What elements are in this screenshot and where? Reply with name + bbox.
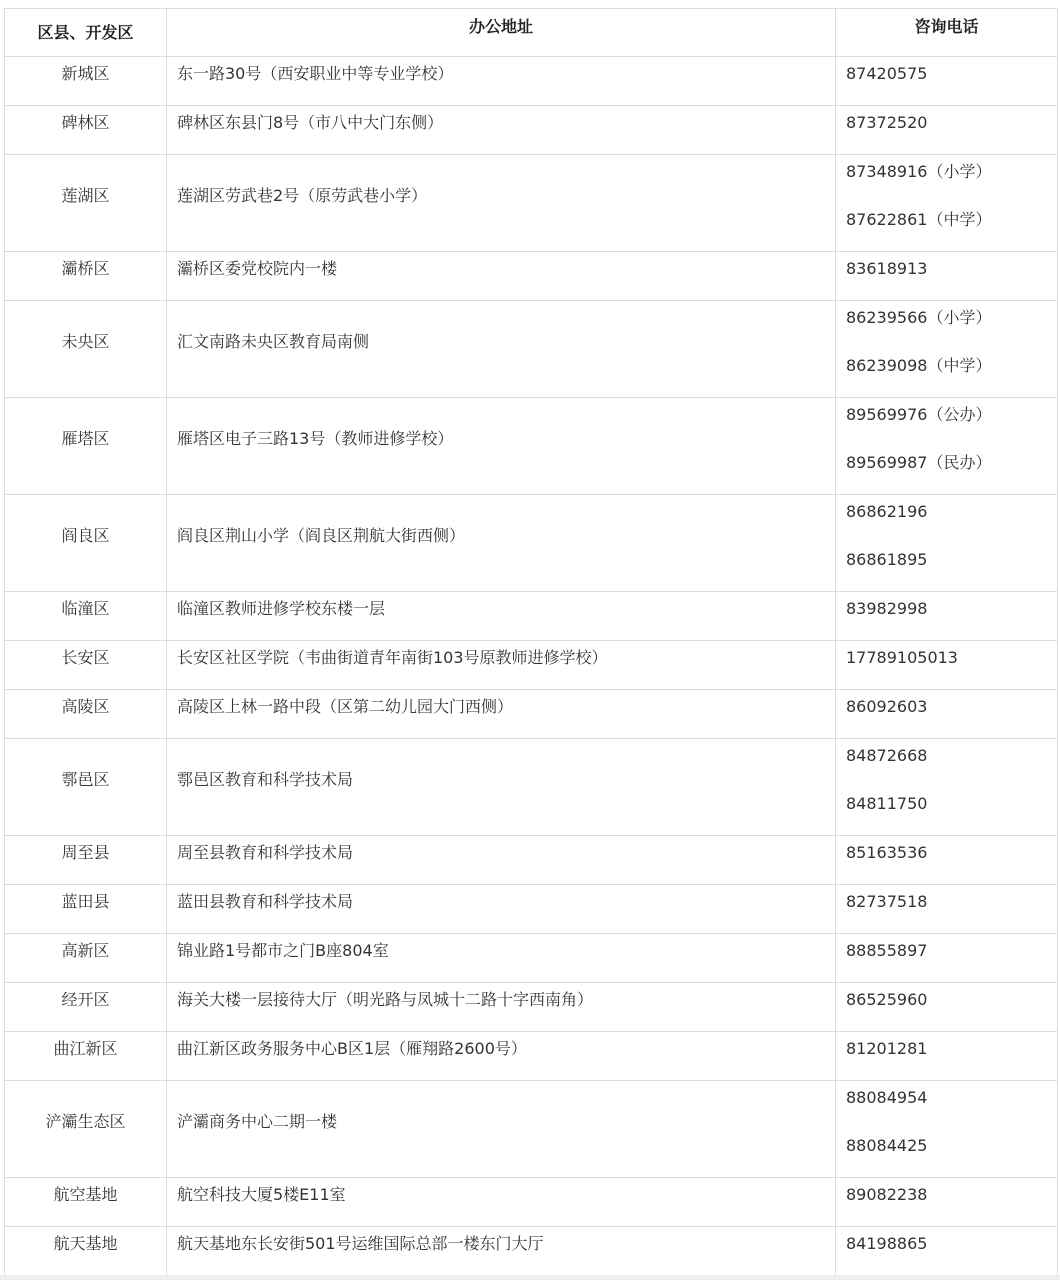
address-text: 长安区社区学院（韦曲街道青年南街103号原教师进修学校）	[177, 648, 608, 667]
district-cell	[5, 739, 167, 836]
phone-number: 86092603	[846, 697, 928, 716]
address-text: 曲江新区政务服务中心B区1层（雁翔路2600号）	[177, 1039, 527, 1058]
address-cell	[167, 641, 836, 690]
header-address: 办公地址	[167, 9, 836, 57]
phone-cell	[836, 301, 1058, 398]
district-cell	[5, 641, 167, 690]
district-name: 长安区	[61, 648, 110, 667]
table-row	[5, 885, 1058, 934]
district-cell	[5, 690, 167, 739]
table-row	[5, 106, 1058, 155]
page-bottom-strip	[0, 1275, 1060, 1280]
district-name: 航空基地	[53, 1185, 118, 1204]
district-cell	[5, 155, 167, 252]
phone-number: 87622861（中学）	[846, 210, 992, 229]
phone-number: 89082238	[846, 1185, 928, 1204]
district-name: 灞桥区	[61, 259, 110, 278]
district-cell	[5, 836, 167, 885]
district-cell	[5, 934, 167, 983]
address-cell	[167, 885, 836, 934]
address-text: 汇文南路未央区教育局南侧	[177, 332, 370, 351]
header-district: 区县、开发区	[5, 9, 167, 57]
address-text: 雁塔区电子三路13号（教师进修学校）	[177, 429, 454, 448]
address-text: 灞桥区委党校院内一楼	[177, 259, 338, 278]
phone-cell	[836, 398, 1058, 495]
district-name: 周至县	[61, 843, 110, 862]
district-cell	[5, 398, 167, 495]
phone-cell	[836, 155, 1058, 252]
address-cell	[167, 495, 836, 592]
phone-number: 88855897	[846, 941, 928, 960]
district-name: 碑林区	[61, 113, 110, 132]
table-row	[5, 934, 1058, 983]
contact-table-container	[4, 8, 1057, 1276]
table-row	[5, 301, 1058, 398]
address-cell	[167, 983, 836, 1032]
district-name: 雁塔区	[61, 429, 110, 448]
phone-number: 86239566（小学）	[846, 308, 992, 327]
district-name: 航天基地	[53, 1234, 118, 1253]
phone-number: 84198865	[846, 1234, 928, 1253]
district-cell	[5, 106, 167, 155]
district-name: 临潼区	[61, 599, 110, 618]
phone-cell	[836, 1227, 1058, 1276]
district-name: 经开区	[61, 990, 110, 1009]
address-cell	[167, 1032, 836, 1081]
phone-cell	[836, 983, 1058, 1032]
address-text: 周至县教育和科学技术局	[177, 843, 354, 862]
table-row	[5, 1081, 1058, 1178]
table-row	[5, 739, 1058, 836]
phone-cell	[836, 934, 1058, 983]
phone-cell	[836, 1081, 1058, 1178]
phone-number: 89569976（公办）	[846, 405, 992, 424]
table-row	[5, 155, 1058, 252]
address-cell	[167, 398, 836, 495]
phone-number: 87420575	[846, 64, 928, 83]
table-row	[5, 57, 1058, 106]
header-row	[5, 9, 1058, 57]
district-name: 曲江新区	[53, 1039, 118, 1058]
district-name: 未央区	[61, 332, 110, 351]
table-row	[5, 690, 1058, 739]
phone-number: 86861895	[846, 550, 928, 569]
phone-number: 88084954	[846, 1088, 928, 1107]
district-cell	[5, 592, 167, 641]
address-text: 浐灞商务中心二期一楼	[177, 1112, 338, 1131]
address-cell	[167, 592, 836, 641]
district-cell	[5, 301, 167, 398]
address-cell	[167, 1227, 836, 1276]
table-row	[5, 495, 1058, 592]
phone-cell	[836, 592, 1058, 641]
address-cell	[167, 836, 836, 885]
address-cell	[167, 57, 836, 106]
district-name: 新城区	[61, 64, 110, 83]
address-cell	[167, 1081, 836, 1178]
address-text: 航天基地东长安街501号运维国际总部一楼东门大厅	[177, 1234, 544, 1253]
phone-cell	[836, 641, 1058, 690]
district-name: 阎良区	[61, 526, 110, 545]
table-row	[5, 252, 1058, 301]
district-cell	[5, 57, 167, 106]
phone-cell	[836, 690, 1058, 739]
phone-cell	[836, 885, 1058, 934]
address-text: 高陵区上林一路中段（区第二幼儿园大门西侧）	[177, 697, 514, 716]
phone-cell	[836, 106, 1058, 155]
address-text: 莲湖区劳武巷2号（原劳武巷小学）	[177, 186, 428, 205]
table-row	[5, 1032, 1058, 1081]
table-row	[5, 983, 1058, 1032]
address-text: 鄠邑区教育和科学技术局	[177, 770, 354, 789]
address-cell	[167, 934, 836, 983]
table-row	[5, 398, 1058, 495]
phone-number: 83618913	[846, 259, 928, 278]
phone-number: 86862196	[846, 502, 928, 521]
phone-cell	[836, 836, 1058, 885]
address-text: 阎良区荆山小学（阎良区荆航大街西侧）	[177, 526, 466, 545]
district-cell	[5, 495, 167, 592]
phone-number: 86239098（中学）	[846, 356, 992, 375]
table-row	[5, 836, 1058, 885]
phone-number: 88084425	[846, 1136, 928, 1155]
phone-number: 86525960	[846, 990, 928, 1009]
district-cell	[5, 1032, 167, 1081]
address-cell	[167, 252, 836, 301]
address-cell	[167, 301, 836, 398]
address-text: 航空科技大厦5楼E11室	[177, 1185, 346, 1204]
district-cell	[5, 252, 167, 301]
phone-cell	[836, 739, 1058, 836]
phone-cell	[836, 495, 1058, 592]
district-name: 鄠邑区	[61, 770, 110, 789]
district-cell	[5, 1227, 167, 1276]
address-text: 蓝田县教育和科学技术局	[177, 892, 354, 911]
phone-number: 84811750	[846, 794, 928, 813]
address-cell	[167, 155, 836, 252]
address-text: 临潼区教师进修学校东楼一层	[177, 599, 386, 618]
district-name: 高陵区	[61, 697, 110, 716]
district-cell	[5, 1081, 167, 1178]
table-row	[5, 1178, 1058, 1227]
phone-number: 84872668	[846, 746, 928, 765]
phone-cell	[836, 252, 1058, 301]
phone-number: 87348916（小学）	[846, 162, 992, 181]
district-name: 高新区	[61, 941, 110, 960]
district-name: 浐灞生态区	[45, 1112, 126, 1131]
phone-number: 89569987（民办）	[846, 453, 992, 472]
address-cell	[167, 1178, 836, 1227]
table-row	[5, 641, 1058, 690]
address-text: 海关大楼一层接待大厅（明光路与凤城十二路十字西南角）	[177, 990, 594, 1009]
address-text: 锦业路1号都市之门B座804室	[177, 941, 389, 960]
phone-number: 83982998	[846, 599, 928, 618]
contact-table	[4, 8, 1058, 1276]
district-name: 莲湖区	[61, 186, 110, 205]
header-phone: 咨询电话	[836, 9, 1058, 57]
address-cell	[167, 106, 836, 155]
address-text: 碑林区东县门8号（市八中大门东侧）	[177, 113, 444, 132]
address-text: 东一路30号（西安职业中等专业学校）	[177, 64, 454, 83]
phone-number: 82737518	[846, 892, 928, 911]
phone-cell	[836, 1178, 1058, 1227]
table-row	[5, 592, 1058, 641]
phone-number: 87372520	[846, 113, 928, 132]
district-name: 蓝田县	[61, 892, 110, 911]
table-row	[5, 1227, 1058, 1276]
phone-cell	[836, 1032, 1058, 1081]
address-cell	[167, 739, 836, 836]
phone-number: 17789105013	[846, 648, 958, 667]
district-cell	[5, 983, 167, 1032]
table-header	[5, 9, 1058, 57]
address-cell	[167, 690, 836, 739]
phone-cell	[836, 57, 1058, 106]
table-body	[5, 57, 1058, 1276]
phone-number: 81201281	[846, 1039, 928, 1058]
district-cell	[5, 1178, 167, 1227]
district-cell	[5, 885, 167, 934]
phone-number: 85163536	[846, 843, 928, 862]
